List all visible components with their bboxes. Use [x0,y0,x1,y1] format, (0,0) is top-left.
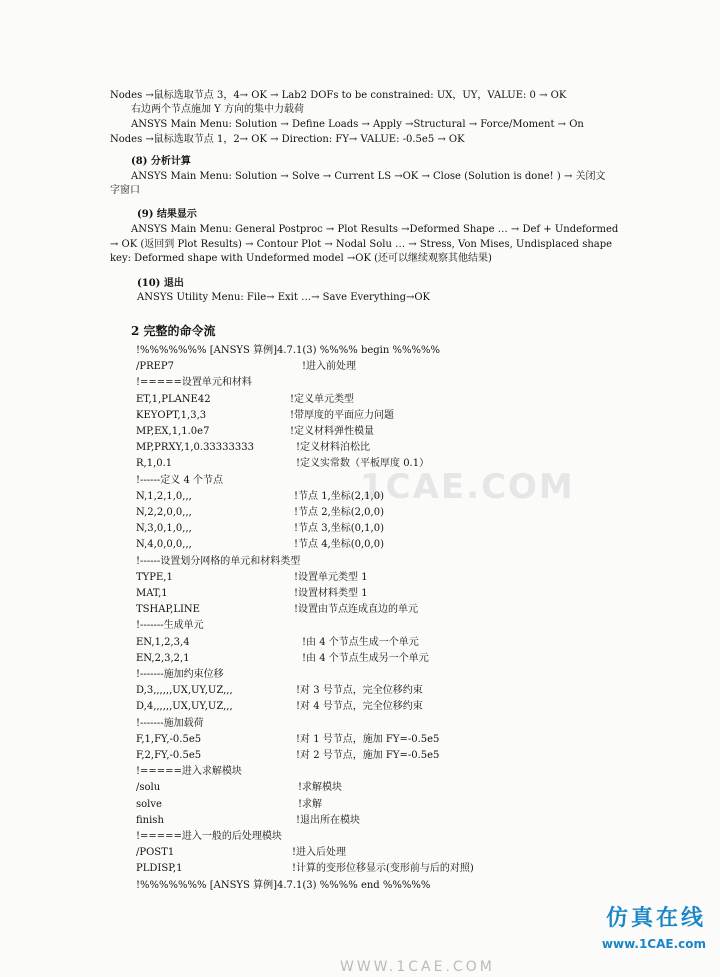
code-comment: !设置材料类型 1 [294,588,368,599]
text-line-force-note: 右边两个节点施加 Y 方向的集中力载荷 [131,104,304,115]
text-line-direction-value: Nodes →鼠标选取节点 1，2→ OK → Direction: FY→ VALUE: -0.5e5 → OK [110,134,465,145]
text-line-nodes-constraint: Nodes →鼠标选取节点 3，4→ OK → Lab2 DOFs to be constrained: UX，UY，VALUE: 0 → OK [110,90,567,101]
code-comment: !节点 1,坐标(2,1,0) [294,491,384,502]
code-comment: !对 1 号节点，施加 FY=-0.5e5 [296,734,440,745]
code-line: N,3,0,1,0,,, [136,523,192,534]
code-line: PLDISP,1 [136,863,183,874]
code-line: !=====进入一般的后处理模块 [136,831,282,842]
watermark: 1CAE.COM [360,467,575,507]
code-line: !=====进入求解模块 [136,766,242,777]
code-comment: !定义单元类型 [290,394,355,405]
code-line: F,1,FY,-0.5e5 [136,734,202,745]
text-line-contour-plot: → OK (返回到 Plot Results) → Contour Plot → Nodal Solu … → Stress, Von Mises, Undisplaced shape [110,239,613,250]
code-line: /solu [136,782,161,793]
code-line: TYPE,1 [136,572,173,583]
code-line: !-------施加载荷 [136,718,204,729]
code-line: EN,1,2,3,4 [136,637,190,648]
code-line: D,3,,,,,,UX,UY,UZ,,, [136,685,233,696]
code-comment: !设置单元类型 1 [294,572,368,583]
code-line: N,1,2,1,0,,, [136,491,192,502]
code-line: !%%%%%%% [ANSYS 算例]4.7.1(3) %%%% begin %%%%% [136,345,440,356]
code-line: solve [136,799,162,810]
code-line: N,2,2,0,0,,, [136,507,192,518]
code-comment: !求解模块 [298,782,343,793]
site-logo-text: 仿真在线 [605,906,706,931]
code-line: !-------施加约束位移 [136,669,224,680]
code-comment: !对 4 号节点，完全位移约束 [296,701,423,712]
section-title-command-flow: 2 完整的命令流 [131,324,216,338]
code-line: MP,EX,1,1.0e7 [136,426,210,437]
site-logo-url: www.1CAE.com [601,937,706,951]
code-comment: !进入后处理 [292,847,347,858]
code-line: /PREP7 [136,361,175,372]
code-line: !%%%%%%% [ANSYS 算例]4.7.1(3) %%%% end %%%%% [136,880,431,891]
code-line: MP,PRXY,1,0.33333333 [136,442,254,453]
code-comment: !由 4 个节点生成另一个单元 [302,653,429,664]
code-comment: !定义实常数（平板厚度 0.1） [296,458,430,469]
code-comment: !对 3 号节点，完全位移约束 [296,685,423,696]
code-comment: !定义材料泊松比 [296,442,371,453]
code-line: D,4,,,,,,UX,UY,UZ,,, [136,701,233,712]
text-line-close-window: 字窗口 [110,185,140,196]
code-comment: !设置由节点连成直边的单元 [294,604,419,615]
code-comment: !带厚度的平面应力问题 [290,410,395,421]
code-comment: !节点 2,坐标(2,0,0) [294,507,384,518]
text-line-solve-path: ANSYS Main Menu: Solution → Solve → Current LS →OK → Close (Solution is done! ) → 关闭文 [131,171,606,182]
code-comment: !计算的变形位移显示(变形前与后的对照) [292,863,474,874]
code-comment: !定义材料弹性模量 [290,426,375,437]
code-line: TSHAP,LINE [136,604,200,615]
code-comment: !进入前处理 [302,361,357,372]
text-line-postproc-path: ANSYS Main Menu: General Postproc → Plot Results →Deformed Shape … → Def + Undeformed [131,224,619,235]
code-comment: !由 4 个节点生成一个单元 [302,637,419,648]
code-line: !=====设置单元和材料 [136,377,252,388]
code-line: R,1,0.1 [136,458,173,469]
section-heading-10: (10) 退出 [137,278,184,289]
code-line: !-------生成单元 [136,620,204,631]
section-heading-8: (8) 分析计算 [131,156,191,167]
text-line-deformed-shape: key: Deformed shape with Undeformed model →OK (还可以继续观察其他结果) [110,253,492,264]
code-line: N,4,0,0,0,,, [136,539,192,550]
code-comment: !对 2 号节点，施加 FY=-0.5e5 [296,750,440,761]
section-heading-9: (9) 结果显示 [137,209,197,220]
code-comment: !节点 3,坐标(0,1,0) [294,523,384,534]
code-comment: !退出所在模块 [296,815,361,826]
code-comment: !求解 [298,799,323,810]
code-line: !------设置划分网格的单元和材料类型 [136,556,301,567]
code-line: F,2,FY,-0.5e5 [136,750,202,761]
code-line: ET,1,PLANE42 [136,394,211,405]
code-line: finish [136,815,164,826]
code-line: !------定义 4 个节点 [136,475,224,486]
footer-watermark: WWW.1CAE.COM [340,959,495,975]
code-line: EN,2,3,2,1 [136,653,190,664]
code-line: /POST1 [136,847,175,858]
code-comment: !节点 4,坐标(0,0,0) [294,539,384,550]
code-line: MAT,1 [136,588,168,599]
text-line-exit-path: ANSYS Utility Menu: File→ Exit …→ Save Everything→OK [137,292,431,303]
code-line: KEYOPT,1,3,3 [136,410,207,421]
text-line-apply-force-path: ANSYS Main Menu: Solution → Define Loads → Apply →Structural → Force/Moment → On [131,119,584,130]
